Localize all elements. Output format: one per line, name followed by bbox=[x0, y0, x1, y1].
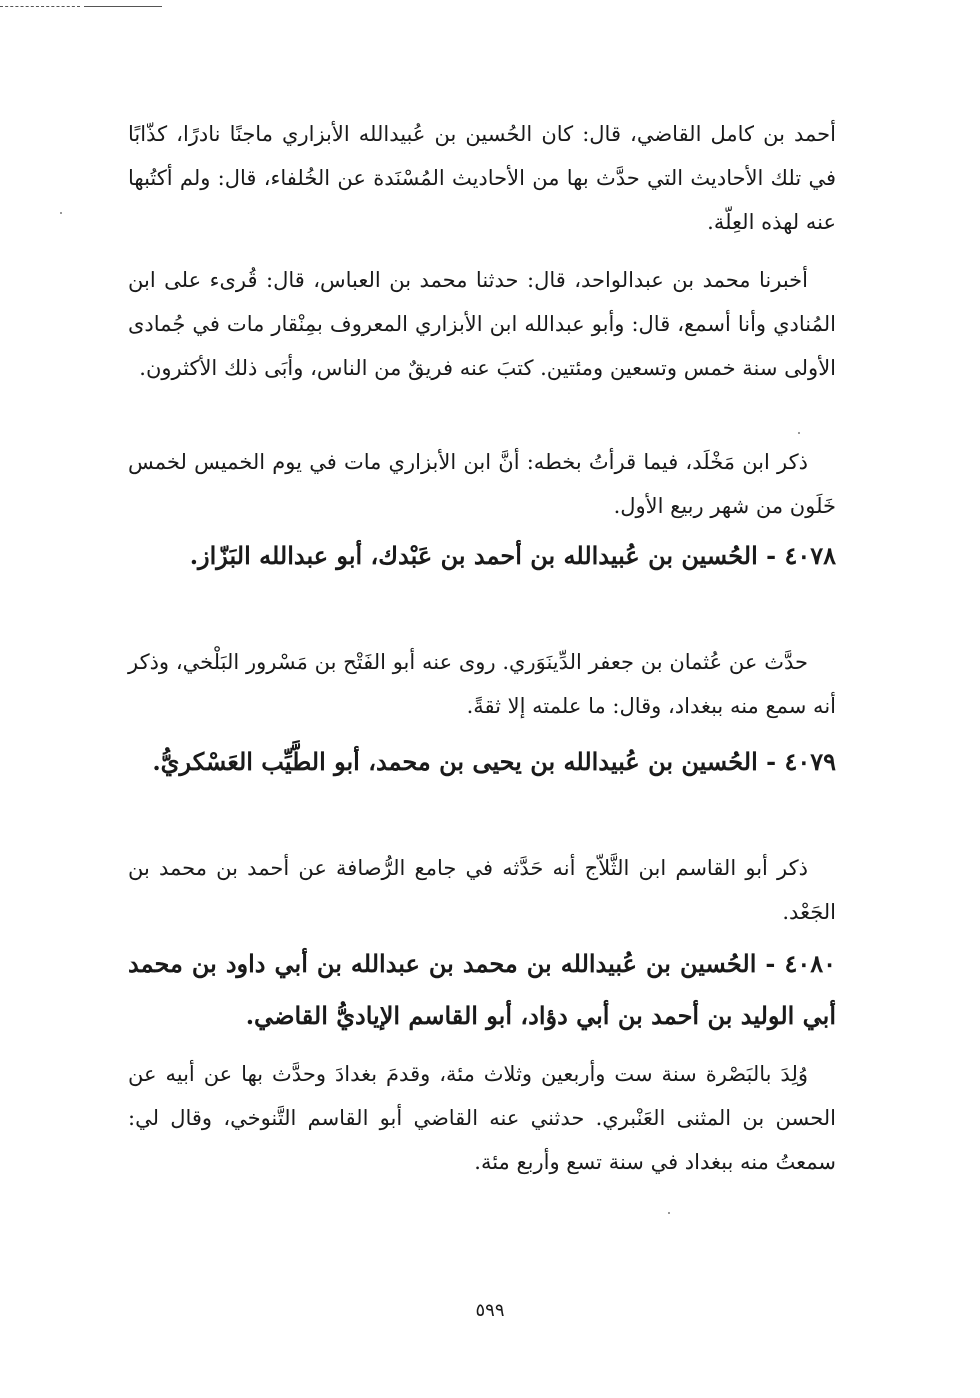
scan-speck bbox=[668, 1212, 670, 1214]
paragraph: ذكر أبو القاسم ابن الثَّلاّج أنه حَدَّثه في جامع الرُّصافة عن أحمد بن محمد بن الجَعْد. bbox=[128, 856, 836, 924]
entry-heading-4078: ٤٠٧٨ - الحُسين بن عُبيدالله بن أحمد بن عَبْدك، أبو عبدالله البَزّاز. bbox=[189, 541, 836, 570]
paragraph-continuation: أحمد بن كامل القاضي، قال: كان الحُسين بن عُبيدالله الأبزاري ماجنًا نادرًا، كذّابًا في تلك الأحاديث التي حدَّث بها من الأحاديث المُسْنَدة عن الخُلفاء، قال: ولم أكتُبها عنه لهذه العِلّة. bbox=[128, 122, 836, 234]
page-number: ٥٩٩ bbox=[475, 1300, 505, 1321]
paragraph: أخبرنا محمد بن عبدالواحد، قال: حدثنا محمد بن العباس، قال: قُرىء على ابن المُنادي وأنا أسمع، قال: وأبو عبدالله ابن الأبزاري المعروف بمِنْقار مات في جُمادى الأولى سنة خمس وتسعين ومئتين. كتبَ عنه فريقٌ من الناس، وأبَى ذلك الأكثرون. bbox=[128, 268, 836, 380]
entry-heading-4079: ٤٠٧٩ - الحُسين بن عُبيدالله بن يحيى بن محمد، أبو الطَّيِّب العَسْكريُّ. bbox=[152, 747, 836, 776]
paragraph: حدَّث عن عُثمان بن جعفر الدِّينَوَري. روى عنه أبو الفَتْح بن مَسْرور البَلْخي، وذكر أنه سمع منه ببغداد، وقال: ما علمته إلا ثقةً. bbox=[128, 650, 836, 718]
scan-speck bbox=[798, 432, 800, 434]
paragraph: ذكر ابن مَخْلَد، فيما قرأتُ بخطه: أنَّ ابن الأبزاري مات في يوم الخميس لخمس خَلَون من شهر ربيع الأول. bbox=[128, 450, 836, 518]
header-rule bbox=[84, 6, 162, 7]
entry-heading-4080: ٤٠٨٠ - الحُسين بن عُبيدالله بن محمد بن عبدالله بن أبي داود بن محمد أبي الوليد بن أحمد بن أبي دؤاد، أبو القاسم الإياديُّ القاضي. bbox=[128, 949, 836, 1030]
header-rule bbox=[0, 6, 80, 7]
scan-speck bbox=[60, 212, 62, 214]
paragraph: وُلِدَ بالبَصْرة سنة ست وأربعين وثلاث مئة، وقدمَ بغدادَ وحدَّث بها عن أبيه عن الحسن بن المثنى العَنْبري. حدثني عنه القاضي أبو القاسم التَّنوخي، وقال لي: سمعتُ منه ببغداد في سنة تسع وأربع مئة. bbox=[128, 1062, 836, 1174]
